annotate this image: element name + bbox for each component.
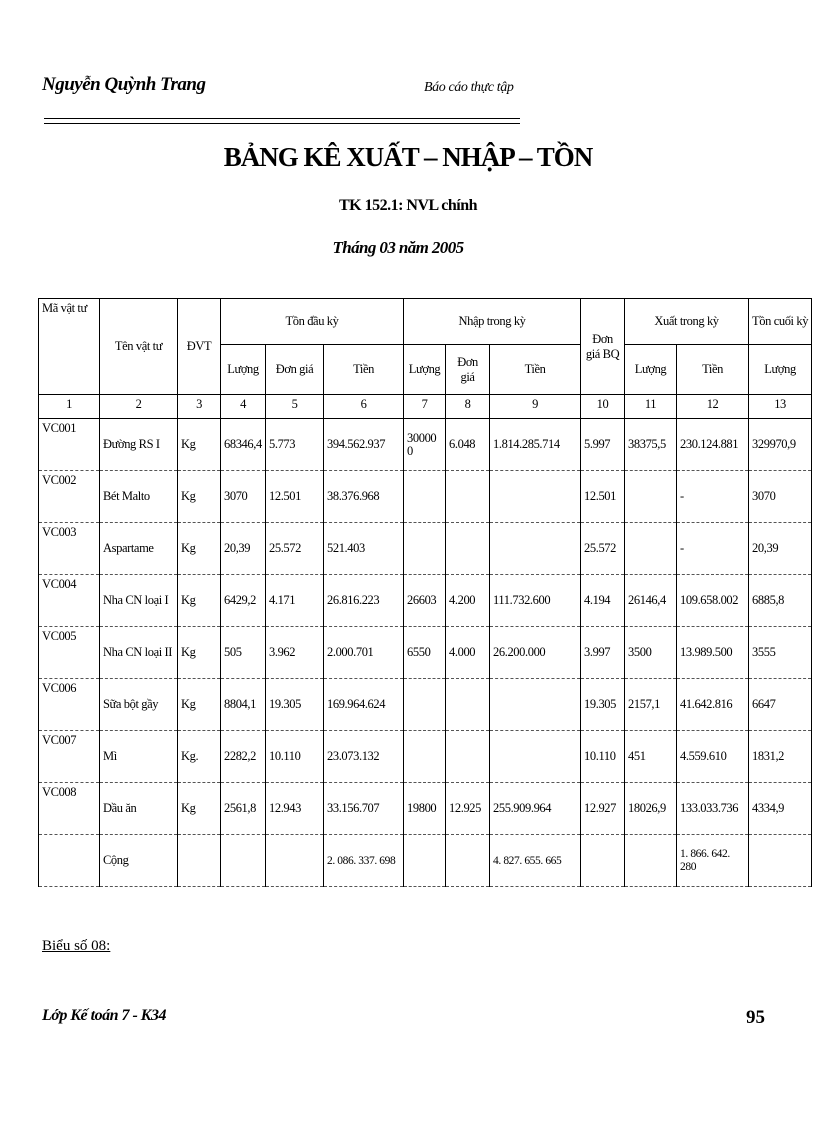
cell-in-price: 4.000	[446, 627, 490, 679]
total-empty-cell	[625, 835, 677, 887]
cell-open-qty: 505	[221, 627, 266, 679]
table-row	[39, 575, 812, 627]
inventory-table	[38, 298, 812, 887]
total-label: Cộng	[100, 835, 178, 887]
cell-name: Mì	[100, 731, 178, 783]
col-number: 12	[677, 395, 749, 419]
cell-in-amount: 26.200.000	[490, 627, 581, 679]
cell-avg-price: 19.305	[581, 679, 625, 731]
col-number: 6	[324, 395, 404, 419]
cell-open-price: 5.773	[266, 419, 324, 471]
cell-name: Sữa bột gầy	[100, 679, 178, 731]
cell-in-qty	[404, 679, 446, 731]
account-subtitle: TK 152.1: NVL chính	[338, 197, 478, 214]
cell-avg-price: 12.927	[581, 783, 625, 835]
cell-out-qty	[625, 523, 677, 575]
cell-in-price	[446, 679, 490, 731]
cell-name: Bét Malto	[100, 471, 178, 523]
cell-close-qty: 20,39	[749, 523, 812, 575]
cell-in-price	[446, 523, 490, 575]
cell-unit: Kg	[178, 575, 221, 627]
cell-code: VC003	[39, 523, 100, 575]
cell-in-amount: 111.732.600	[490, 575, 581, 627]
header-close-qty: Lượng	[749, 345, 812, 395]
cell-open-qty: 6429,2	[221, 575, 266, 627]
cell-in-price: 12.925	[446, 783, 490, 835]
total-in-amount: 4. 827. 655. 665	[490, 835, 581, 887]
header-in-amount: Tiền	[490, 345, 581, 395]
cell-close-qty: 3070	[749, 471, 812, 523]
cell-unit: Kg	[178, 679, 221, 731]
report-type: Báo cáo thực tập	[424, 80, 514, 95]
cell-avg-price: 12.501	[581, 471, 625, 523]
header-unit: ĐVT	[178, 299, 221, 395]
cell-unit: Kg	[178, 783, 221, 835]
cell-in-amount	[490, 523, 581, 575]
col-number: 3	[178, 395, 221, 419]
col-number: 8	[446, 395, 490, 419]
total-row	[39, 835, 812, 887]
table-row	[39, 471, 812, 523]
cell-in-price: 4.200	[446, 575, 490, 627]
cell-in-qty	[404, 471, 446, 523]
cell-avg-price: 4.194	[581, 575, 625, 627]
cell-code: VC004	[39, 575, 100, 627]
col-number: 2	[100, 395, 178, 419]
header-open-qty: Lượng	[221, 345, 266, 395]
cell-close-qty: 3555	[749, 627, 812, 679]
header-code: Mã vật tư	[39, 299, 100, 395]
cell-avg-price: 25.572	[581, 523, 625, 575]
cell-unit: Kg.	[178, 731, 221, 783]
table-row	[39, 783, 812, 835]
cell-open-qty: 68346,4	[221, 419, 266, 471]
cell-in-price: 6.048	[446, 419, 490, 471]
cell-out-qty: 26146,4	[625, 575, 677, 627]
cell-open-price: 19.305	[266, 679, 324, 731]
header-open-price: Đơn giá	[266, 345, 324, 395]
cell-open-amount: 26.816.223	[324, 575, 404, 627]
header-open-amount: Tiền	[324, 345, 404, 395]
header-opening: Tồn đầu kỳ	[221, 299, 404, 345]
cell-open-amount: 169.964.624	[324, 679, 404, 731]
cell-open-qty: 2561,8	[221, 783, 266, 835]
cell-out-amount: -	[677, 471, 749, 523]
cell-out-qty: 18026,9	[625, 783, 677, 835]
header-rule-top	[44, 118, 520, 119]
header-in-qty: Lượng	[404, 345, 446, 395]
cell-open-amount: 394.562.937	[324, 419, 404, 471]
cell-name: Nha CN loại II	[100, 627, 178, 679]
cell-out-qty	[625, 471, 677, 523]
author-name: Nguyễn Quỳnh Trang	[42, 74, 206, 95]
cell-open-price: 25.572	[266, 523, 324, 575]
cell-in-amount	[490, 679, 581, 731]
cell-out-amount: 230.124.881	[677, 419, 749, 471]
cell-close-qty: 1831,2	[749, 731, 812, 783]
cell-unit: Kg	[178, 471, 221, 523]
col-number: 4	[221, 395, 266, 419]
cell-open-amount: 521.403	[324, 523, 404, 575]
col-number: 9	[490, 395, 581, 419]
cell-out-qty: 38375,5	[625, 419, 677, 471]
header-rule-bottom	[44, 123, 520, 124]
cell-out-qty: 3500	[625, 627, 677, 679]
cell-close-qty: 6885,8	[749, 575, 812, 627]
cell-avg-price: 10.110	[581, 731, 625, 783]
header-out-amount: Tiền	[677, 345, 749, 395]
col-number: 5	[266, 395, 324, 419]
cell-in-qty: 19800	[404, 783, 446, 835]
cell-in-qty	[404, 731, 446, 783]
table-row	[39, 419, 812, 471]
cell-out-amount: 133.033.736	[677, 783, 749, 835]
table-row	[39, 523, 812, 575]
cell-in-price	[446, 731, 490, 783]
cell-open-price: 12.943	[266, 783, 324, 835]
cell-code: VC008	[39, 783, 100, 835]
cell-in-qty	[404, 523, 446, 575]
cell-avg-price: 5.997	[581, 419, 625, 471]
cell-unit: Kg	[178, 419, 221, 471]
table-row	[39, 627, 812, 679]
col-number: 7	[404, 395, 446, 419]
total-open-amount: 2. 086. 337. 698	[324, 835, 404, 887]
total-empty-cell	[404, 835, 446, 887]
cell-in-amount: 1.814.285.714	[490, 419, 581, 471]
header-in-price: Đơn giá	[446, 345, 490, 395]
header-outgoing: Xuất trong kỳ	[625, 299, 749, 345]
cell-out-amount: 41.642.816	[677, 679, 749, 731]
cell-open-amount: 33.156.707	[324, 783, 404, 835]
total-empty-cell	[749, 835, 812, 887]
page-number: 95	[746, 1007, 765, 1028]
cell-open-amount: 38.376.968	[324, 471, 404, 523]
total-empty-cell	[266, 835, 324, 887]
cell-close-qty: 6647	[749, 679, 812, 731]
col-number: 11	[625, 395, 677, 419]
cell-unit: Kg	[178, 523, 221, 575]
header-name: Tên vật tư	[100, 299, 178, 395]
header-avg-price: Đơn giá BQ	[581, 299, 625, 395]
cell-in-amount	[490, 731, 581, 783]
document-title: BẢNG KÊ XUẤT – NHẬP – TỒN	[223, 142, 593, 172]
cell-code: VC001	[39, 419, 100, 471]
cell-in-amount	[490, 471, 581, 523]
cell-code: VC006	[39, 679, 100, 731]
total-empty-cell	[178, 835, 221, 887]
cell-open-price: 12.501	[266, 471, 324, 523]
total-empty-cell	[581, 835, 625, 887]
cell-code: VC002	[39, 471, 100, 523]
total-out-amount: 1. 866. 642. 280	[677, 835, 749, 887]
cell-name: Dầu ăn	[100, 783, 178, 835]
cell-out-amount: -	[677, 523, 749, 575]
cell-open-amount: 23.073.132	[324, 731, 404, 783]
cell-close-qty: 4334,9	[749, 783, 812, 835]
cell-open-qty: 2282,2	[221, 731, 266, 783]
appendix-note: Biểu số 08:	[42, 938, 111, 954]
cell-out-qty: 451	[625, 731, 677, 783]
table-row	[39, 731, 812, 783]
col-number: 13	[749, 395, 812, 419]
cell-in-qty: 26603	[404, 575, 446, 627]
cell-out-qty: 2157,1	[625, 679, 677, 731]
cell-out-amount: 4.559.610	[677, 731, 749, 783]
cell-code: VC005	[39, 627, 100, 679]
total-empty-cell	[221, 835, 266, 887]
cell-in-qty: 300000	[404, 419, 446, 471]
cell-out-amount: 13.989.500	[677, 627, 749, 679]
cell-unit: Kg	[178, 627, 221, 679]
cell-in-price	[446, 471, 490, 523]
header-incoming: Nhập trong kỳ	[404, 299, 581, 345]
header-closing: Tồn cuối kỳ	[749, 299, 812, 345]
cell-name: Nha CN loại I	[100, 575, 178, 627]
cell-in-amount: 255.909.964	[490, 783, 581, 835]
cell-open-price: 3.962	[266, 627, 324, 679]
cell-open-price: 4.171	[266, 575, 324, 627]
cell-open-amount: 2.000.701	[324, 627, 404, 679]
cell-open-qty: 20,39	[221, 523, 266, 575]
table-row	[39, 679, 812, 731]
total-empty-cell	[39, 835, 100, 887]
col-number: 10	[581, 395, 625, 419]
cell-avg-price: 3.997	[581, 627, 625, 679]
cell-open-qty: 8804,1	[221, 679, 266, 731]
report-period: Tháng 03 năm 2005	[332, 238, 464, 257]
cell-open-price: 10.110	[266, 731, 324, 783]
col-number: 1	[39, 395, 100, 419]
cell-close-qty: 329970,9	[749, 419, 812, 471]
cell-code: VC007	[39, 731, 100, 783]
cell-open-qty: 3070	[221, 471, 266, 523]
cell-name: Đường RS I	[100, 419, 178, 471]
total-empty-cell	[446, 835, 490, 887]
cell-out-amount: 109.658.002	[677, 575, 749, 627]
header-out-qty: Lượng	[625, 345, 677, 395]
cell-in-qty: 6550	[404, 627, 446, 679]
cell-name: Aspartame	[100, 523, 178, 575]
class-name: Lớp Kế toán 7 - K34	[42, 1007, 166, 1024]
